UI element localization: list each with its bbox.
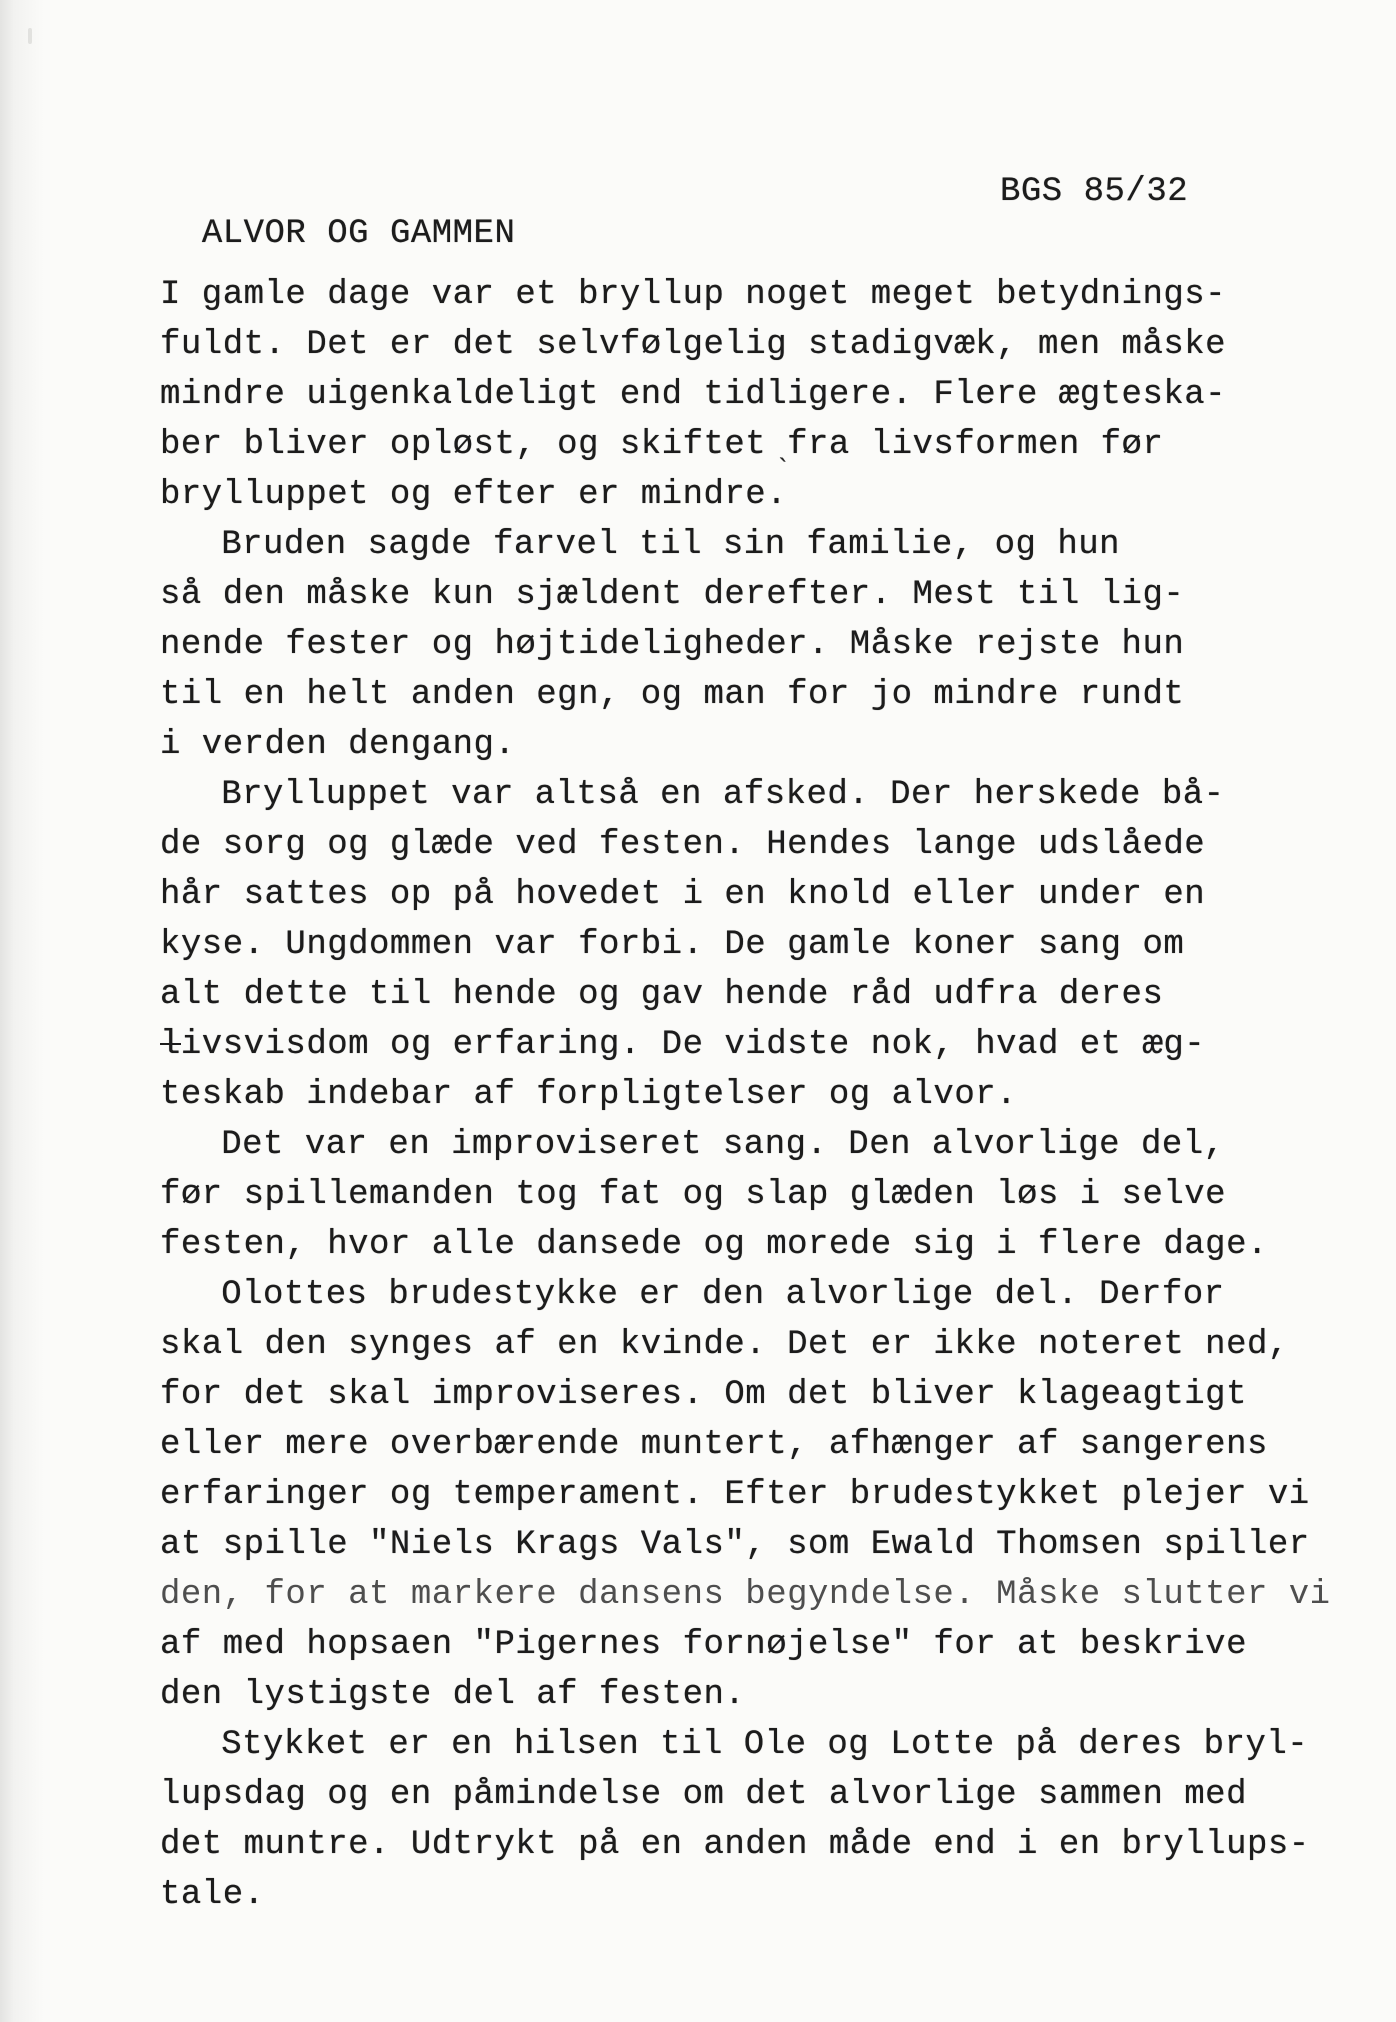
text-line: for det skal improviseres. Om det bliver klageagtigt <box>160 1376 1247 1414</box>
text-line: i verden dengang. <box>160 726 516 764</box>
stray-accent-artifact: ` <box>769 453 793 491</box>
text-line: det muntre. Udtrykt på en anden måde end i en bryllups- <box>160 1826 1310 1864</box>
text-line: alt dette til hende og gav hende råd udfra deres <box>160 976 1164 1014</box>
document-reference: BGS 85/32 <box>1000 173 1189 211</box>
text-line: ber bliver opløst, og skiftet fra livsformen før <box>160 426 1164 464</box>
text-line: nende fester og højtideligheder. Måske rejste hun <box>160 626 1185 664</box>
text-line: den, for at markere dansens begyndelse. Måske slutter vi <box>160 1576 1331 1614</box>
text-line: livsvisdom og erfaring. De vidste nok, hvad et æg- <box>160 1026 1206 1064</box>
text-line: hår sattes op på hovedet i en knold eller under en <box>160 876 1206 914</box>
text-line: Det var en improviseret sang. Den alvorlige del, <box>221 1126 1225 1164</box>
text-line: den lystigste del af festen. <box>160 1676 746 1714</box>
text-line: lupsdag og en påmindelse om det alvorlige sammen med <box>160 1776 1247 1814</box>
text-line: tale. <box>160 1876 265 1914</box>
text-line: Stykket er en hilsen til Ole og Lotte på deres bryl- <box>221 1726 1309 1764</box>
text-line: fuldt. Det er det selvfølgelig stadigvæk, men måske <box>160 326 1227 364</box>
document-body <box>160 270 1360 1920</box>
text-line: af med hopsaen "Pigernes fornøjelse" for at beskrive <box>160 1626 1247 1664</box>
text-line: mindre uigenkaldeligt end tidligere. Flere ægteska- <box>160 376 1227 414</box>
text-line: Brylluppet var altså en afsked. Der herskede bå- <box>221 776 1225 814</box>
text-line: I gamle dage var et bryllup noget meget betydnings- <box>160 276 1227 314</box>
document-title: ALVOR OG GAMMEN <box>201 215 516 253</box>
text-line: eller mere overbærende muntert, afhænger af sangerens <box>160 1426 1268 1464</box>
text-line: teskab indebar af forpligtelser og alvor. <box>160 1076 1018 1114</box>
text-line: til en helt anden egn, og man for jo mindre rundt <box>160 676 1185 714</box>
text-line: festen, hvor alle dansede og morede sig i flere dage. <box>160 1226 1268 1264</box>
text-line: at spille "Niels Krags Vals", som Ewald Thomsen spiller <box>160 1526 1310 1564</box>
text-line: så den måske kun sjældent derefter. Mest til lig- <box>160 576 1185 614</box>
text-line: Olottes brudestykke er den alvorlige del. Derfor <box>221 1276 1225 1314</box>
text-line: Bruden sagde farvel til sin familie, og hun <box>221 526 1121 564</box>
text-line: skal den synges af en kvinde. Det er ikke noteret ned, <box>160 1326 1289 1364</box>
overstruck-character: l <box>160 1026 181 1064</box>
text-line: brylluppet og efter er mindre. <box>160 476 788 514</box>
scan-edge-shading <box>0 0 46 2022</box>
text-line: erfaringer og temperament. Efter brudestykket plejer vi <box>160 1476 1310 1514</box>
text-line: før spillemanden tog fat og slap glæden løs i selve <box>160 1176 1227 1214</box>
scan-artifact-mark <box>28 28 32 44</box>
text-line: kyse. Ungdommen var forbi. De gamle koner sang om <box>160 926 1185 964</box>
text-line: de sorg og glæde ved festen. Hendes lange udslåede <box>160 826 1206 864</box>
